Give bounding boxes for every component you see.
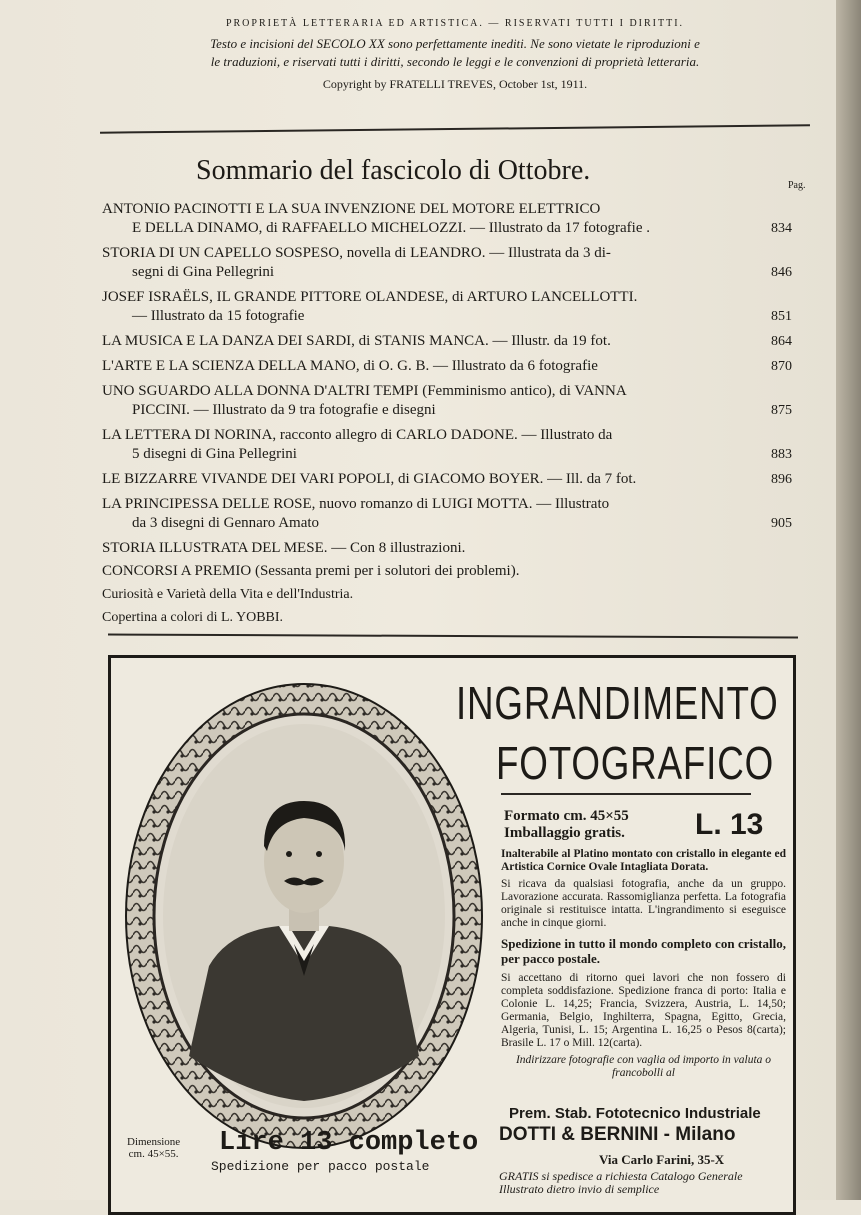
dimension-value: cm. 45×55. — [128, 1148, 179, 1160]
book-gutter — [836, 0, 861, 1200]
toc-entry — [102, 382, 792, 420]
ad-lire-price: Lire 13 completo — [219, 1128, 479, 1158]
ad-dimension — [127, 1136, 180, 1160]
toc-entry — [102, 357, 792, 376]
toc-entry-page: 883 — [771, 447, 792, 462]
ad-company-line-1: Prem. Stab. Fototecnico Industriale — [509, 1105, 761, 1122]
toc-entry-continuation: 5 disegni di Gina Pellegrini — [132, 446, 297, 462]
ad-address: Via Carlo Farini, 35-X — [599, 1152, 725, 1167]
copyright-line: Copyright by FRATELLI TREVES, October 1st, 1911. — [322, 77, 588, 91]
ad-paragraph-3: Si accettano di ritorno quei lavori che non fossero di completa soddisfazione. Spedizione franca di porto: Italia e Colonie L. 14,25; Francia, Svizzera, Austria, L. 14,50; Germania, Belgio, Inghilterra, Spagna, Egitto, Grecia, Algeria, Tunisi, L. 15; Argentina L. 16,25 o Pesos 8(carta); Brasile L. 17 o Mill. 12(carta). — [501, 972, 786, 1049]
headline-underline — [501, 793, 751, 795]
toc-entry-continuation: E DELLA DINAMO, di RAFFAELLO MICHELOZZI. — Illustrato da 17 fotografie . — [132, 220, 650, 236]
ad-company-line-2: DOTTI & BERNINI - Milano — [499, 1124, 736, 1145]
toc-extra-item: Curiosità e Varietà della Vita e dell'Industria. — [102, 587, 354, 602]
toc-entry-continuation: PICCINI. — Illustrato da 9 tra fotografie e disegni — [132, 402, 436, 418]
toc-extra-item: STORIA ILLUSTRATA DEL MESE. — Con 8 illustrazioni. — [102, 540, 466, 556]
ad-gratis-note: GRATIS si spedisce a richiesta Catalogo Generale Illustrato dietro invio di semplice — [499, 1169, 743, 1196]
toc-entry — [102, 200, 792, 238]
rights-line-2: le traduzioni, e riservati tutti i diritti, secondo le leggi e le convenzioni di proprietà letteraria. — [210, 54, 700, 69]
header-divider — [100, 124, 810, 133]
toc-entry-title: LA MUSICA E LA DANZA DEI SARDI, di STANIS MANCA. — Illustr. da 19 fot. — [102, 333, 611, 349]
portrait-frame — [119, 676, 489, 1161]
toc-entry — [102, 332, 792, 351]
toc-entry-title: LA LETTERA DI NORINA, racconto allegro di CARLO DADONE. — Illustrato da — [102, 427, 613, 443]
ornate-frame-illustration — [119, 676, 489, 1161]
ad-format — [504, 808, 629, 842]
toc-entry-page: 870 — [771, 359, 792, 374]
toc-entry — [102, 495, 792, 533]
toc-entry-title: UNO SGUARDO ALLA DONNA D'ALTRI TEMPI (Femminismo antico), di VANNA — [102, 383, 627, 399]
table-of-contents — [102, 200, 792, 631]
toc-entry-page: 905 — [771, 516, 792, 531]
toc-entry-title: STORIA DI UN CAPELLO SOSPESO, novella di LEANDRO. — Illustrata da 3 di- — [102, 245, 611, 261]
toc-entry-title: ANTONIO PACINOTTI E LA SUA INVENZIONE DEL MOTORE ELETTRICO — [102, 201, 601, 217]
ad-body — [501, 848, 786, 1084]
toc-entry-title: JOSEF ISRAËLS, IL GRANDE PITTORE OLANDESE, di ARTURO LANCELLOTTI. — [102, 289, 638, 305]
ad-shipping-caption: Spedizione per pacco postale — [211, 1159, 430, 1174]
toc-entry-continuation: — Illustrato da 15 fotografie — [132, 308, 305, 324]
toc-extra-item: Copertina a colori di L. YOBBI. — [102, 610, 284, 625]
toc-entry-continuation: segni di Gina Pellegrini — [132, 264, 275, 280]
toc-entry — [102, 288, 792, 326]
ad-paragraph-1: Inalterabile al Platino montato con cristallo in elegante ed Artistica Cornice Ovale Intagliata Dorata. — [501, 848, 786, 873]
ad-paragraph-4: Indirizzare fotografie con vaglia od importo in valuta o francobolli al — [515, 1054, 772, 1079]
format-text: Formato cm. 45×55 — [504, 808, 629, 824]
toc-entry-title: LE BIZZARRE VIVANDE DEI VARI POPOLI, di GIACOMO BOYER. — Ill. da 7 fot. — [102, 471, 637, 487]
ad-headline-2: FOTOGRAFICO — [496, 737, 774, 789]
toc-entry-title: LA PRINCIPESSA DELLE ROSE, nuovo romanzo di LUIGI MOTTA. — Illustrato — [102, 496, 610, 512]
packing-text: Imballaggio gratis. — [504, 825, 625, 841]
toc-entry — [102, 244, 792, 282]
ad-shipping: Spedizione in tutto il mondo completo con cristallo, per pacco postale. — [501, 936, 786, 966]
ad-price: L. 13 — [695, 808, 764, 841]
ad-divider — [108, 633, 798, 638]
page-column-label: Pag. — [788, 180, 806, 191]
toc-entry-page: 864 — [771, 334, 792, 349]
ad-paragraph-2: Si ricava da qualsiasi fotografia, anche da un gruppo. Lavorazione accurata. Rassomiglianza perfetta. La fotografia originale si restituisce intatta. L'ingrandimento si eseguisce anche in cinque giorni. — [501, 878, 786, 929]
toc-entry-page: 875 — [771, 403, 792, 418]
rights-notice — [100, 18, 810, 92]
toc-entry-continuation: da 3 disegni di Gennaro Amato — [132, 515, 320, 531]
toc-entry-page: 846 — [771, 265, 792, 280]
rights-caps: PROPRIETÀ LETTERARIA ED ARTISTICA. — RISERVATI TUTTI I DIRITTI. — [225, 18, 685, 29]
rights-line-1: Testo e incisioni del SECOLO XX sono perfettamente inediti. Ne sono vietate le riproduzioni e — [210, 36, 700, 51]
summary-title: Sommario del fascicolo di Ottobre. — [196, 155, 591, 186]
ad-headline-1: INGRANDIMENTO — [456, 677, 779, 729]
advertisement — [108, 655, 796, 1215]
toc-entry-page: 834 — [771, 221, 792, 236]
rights-text — [100, 35, 810, 71]
toc-entry-page: 851 — [771, 309, 792, 324]
toc-entry — [102, 470, 792, 489]
toc-extra-item: CONCORSI A PREMIO (Sessanta premi per i solutori dei problemi). — [102, 563, 520, 579]
toc-entry — [102, 426, 792, 464]
dimension-label: Dimensione — [127, 1136, 181, 1148]
toc-entry-page: 896 — [771, 472, 792, 487]
toc-entry-title: L'ARTE E LA SCIENZA DELLA MANO, di O. G. B. — Illustrato da 6 fotografie — [102, 358, 598, 374]
